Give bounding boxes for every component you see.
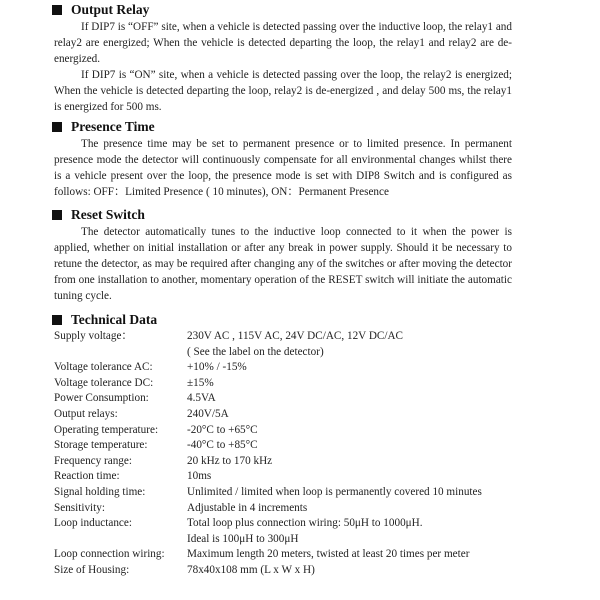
spec-label: Voltage tolerance AC: bbox=[54, 361, 153, 374]
spec-label: Power Consumption: bbox=[54, 392, 149, 405]
section-reset-switch bbox=[54, 206, 512, 304]
spec-row bbox=[54, 438, 554, 454]
spec-row bbox=[54, 454, 554, 470]
heading-text: Reset Switch bbox=[71, 207, 145, 222]
spec-label: Sensitivity: bbox=[54, 501, 105, 514]
spec-label: Loop inductance: bbox=[54, 517, 132, 530]
spec-row bbox=[54, 532, 554, 548]
spec-value: Unlimited / limited when loop is permanently covered 10 minutes bbox=[187, 485, 482, 498]
spec-value: Total loop plus connection wiring: 50μH to 1000μH. bbox=[187, 517, 423, 530]
paragraph: The detector automatically tunes to the inductive loop connected to it when the power is applied, whether on initial installation or after any break in power supply. Should it be necessary to retune the detector, as may be required after changing any of the switches or after moving the detector from one installation to another, momentary operation of the RESET switch will initiate the automatic tuning cycle. bbox=[54, 226, 512, 303]
spec-row bbox=[54, 423, 554, 439]
paragraph: If DIP7 is “ON” site, when a vehicle is detected passing over the loop, the relay2 is energized; When the vehicle is detected departing the loop, relay2 is de-energized , and delay 500 ms, the relay1 is energized for 500 ms. bbox=[54, 69, 512, 114]
spec-label bbox=[54, 345, 187, 361]
spec-value: 230V AC , 115V AC, 24V DC/AC, 12V DC/AC bbox=[187, 330, 404, 342]
paragraph: If DIP7 is “OFF” site, when a vehicle is detected passing over the inductive loop, the relay1 and relay2 are energized; When the vehicle is detected departing the loop, the relay1 and relay2 are de-energized. bbox=[54, 21, 512, 66]
spec-row bbox=[54, 329, 554, 345]
spec-row bbox=[54, 407, 554, 423]
section-heading bbox=[52, 311, 554, 329]
square-bullet-icon bbox=[52, 5, 62, 15]
spec-value: +10% / -15% bbox=[187, 361, 247, 374]
spec-row bbox=[54, 501, 554, 517]
spec-label: Operating temperature: bbox=[54, 423, 159, 436]
square-bullet-icon bbox=[52, 122, 62, 132]
spec-row bbox=[54, 547, 554, 563]
section-heading bbox=[52, 1, 512, 19]
spec-row bbox=[54, 563, 554, 579]
spec-row bbox=[54, 360, 554, 376]
section-presence-time bbox=[54, 118, 512, 200]
heading-text: Presence Time bbox=[71, 119, 155, 134]
spec-label: Storage temperature: bbox=[54, 439, 148, 452]
spec-label: Output relays: bbox=[54, 407, 118, 420]
spec-value: Ideal is 100μH to 300μH bbox=[187, 532, 299, 545]
spec-label: Voltage tolerance DC: bbox=[54, 376, 154, 389]
spec-value: -40°C to +85°C bbox=[187, 439, 258, 452]
spec-row bbox=[54, 376, 554, 392]
section-technical-data bbox=[54, 311, 554, 579]
spec-label: Frequency range: bbox=[54, 454, 132, 467]
square-bullet-icon bbox=[52, 210, 62, 220]
spec-label bbox=[54, 532, 187, 548]
spec-value: 78x40x108 mm (L x W x H) bbox=[187, 563, 315, 576]
spec-value: -20°C to +65°C bbox=[187, 423, 258, 436]
spec-value: 4.5VA bbox=[187, 392, 216, 405]
spec-label: Signal holding time: bbox=[54, 485, 146, 498]
spec-value: Adjustable in 4 increments bbox=[187, 501, 308, 514]
spec-label: Loop connection wiring: bbox=[54, 548, 165, 561]
spec-row bbox=[54, 345, 554, 361]
spec-value: 10ms bbox=[187, 470, 212, 483]
section-heading bbox=[52, 206, 512, 224]
spec-label: Reaction time: bbox=[54, 470, 120, 483]
heading-text: Technical Data bbox=[71, 312, 158, 327]
spec-row bbox=[54, 516, 554, 532]
spec-value: 20 kHz to 170 kHz bbox=[187, 454, 273, 467]
spec-label: Supply voltage： bbox=[54, 330, 133, 342]
spec-value: 240V/5A bbox=[187, 407, 229, 420]
section-heading bbox=[52, 118, 512, 136]
square-bullet-icon bbox=[52, 315, 62, 325]
paragraph: The presence time may be set to permanent presence or to limited presence. In permanent presence mode the detector will continuously compensate for all environmental changes whilst there is a vehicle present over the loop, the presence mode is set with DIP8 Switch and is configured as follows: OFF：Limited Presence ( 10 minutes), ON：Permanent Presence bbox=[54, 138, 512, 199]
spec-row bbox=[54, 391, 554, 407]
heading-text: Output Relay bbox=[71, 2, 150, 17]
section-output-relay bbox=[54, 1, 512, 116]
spec-value: Maximum length 20 meters, twisted at least 20 times per meter bbox=[187, 548, 470, 561]
spec-value: ±15% bbox=[187, 376, 214, 389]
spec-row bbox=[54, 469, 554, 485]
spec-value: ( See the label on the detector) bbox=[187, 345, 324, 358]
spec-row bbox=[54, 485, 554, 501]
spec-label: Size of Housing: bbox=[54, 563, 130, 576]
spec-table bbox=[54, 329, 554, 579]
